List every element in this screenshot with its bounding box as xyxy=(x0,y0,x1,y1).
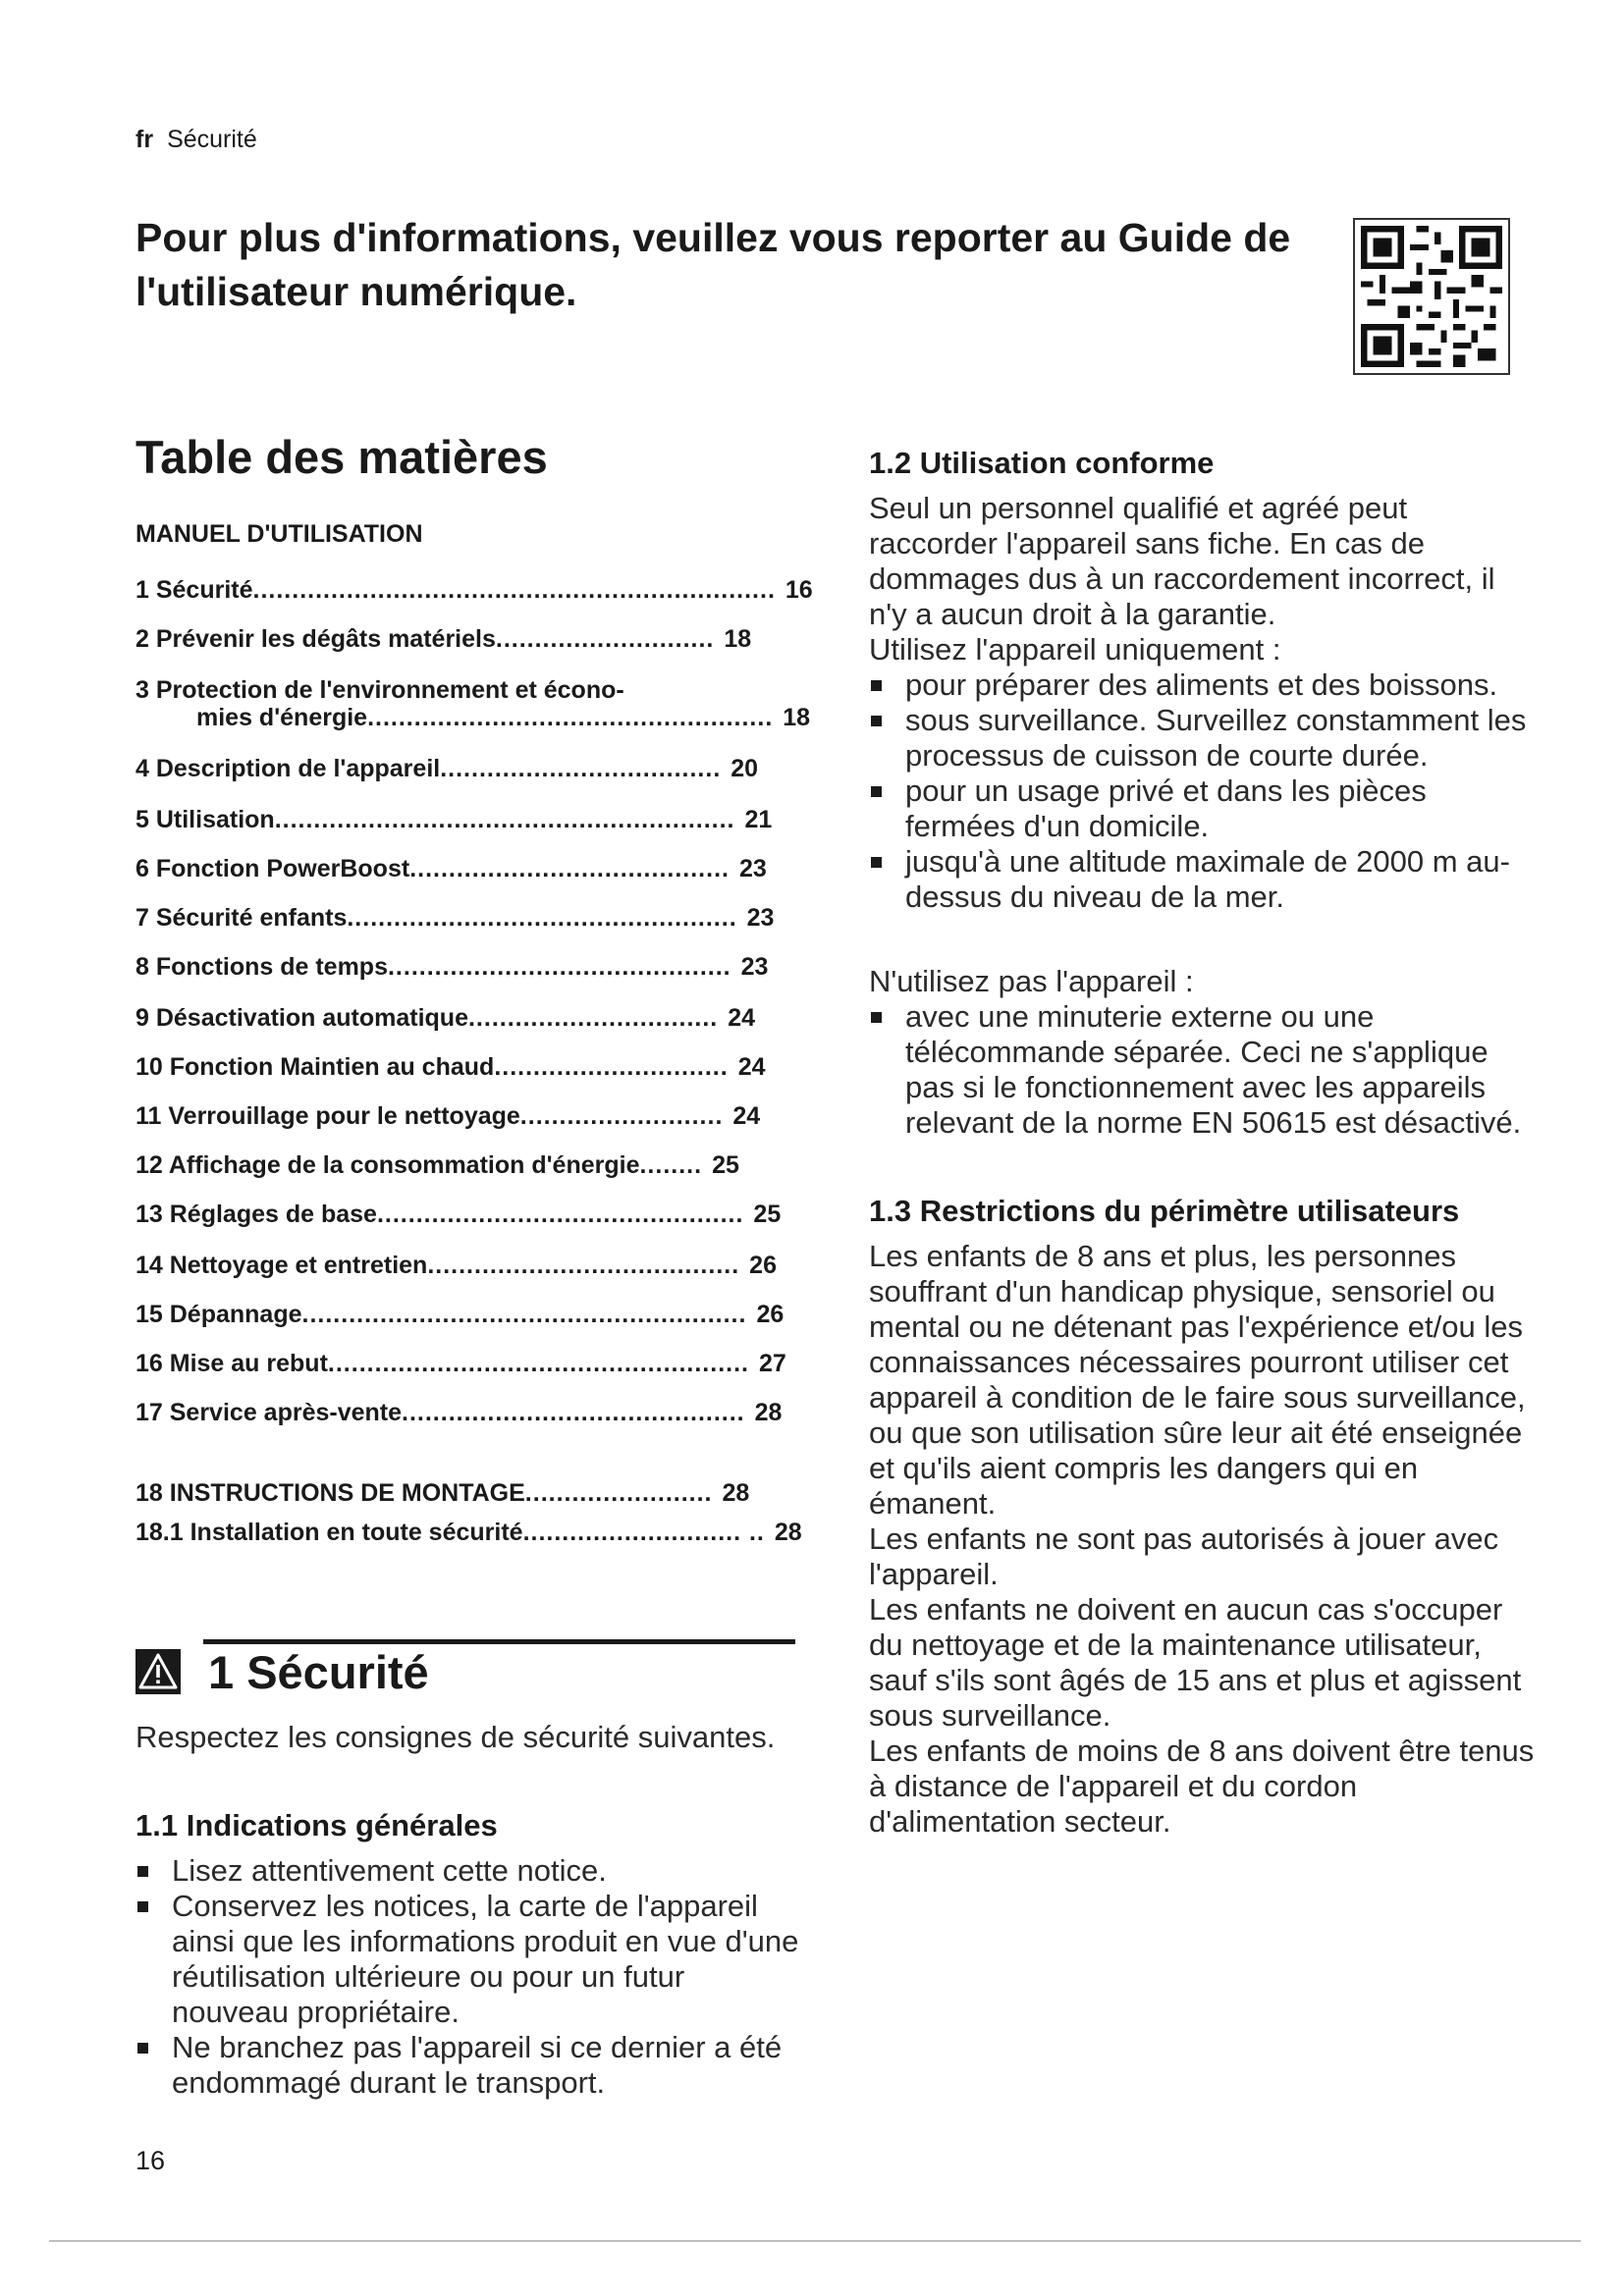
qr-code-icon xyxy=(1353,218,1510,375)
paragraph: Les enfants de 8 ans et plus, les personnes souffrant d'un handicap physique, sensoriel ou mental ou ne détenant pas l'expérience et/ou les connaissances nécessaires pourront utiliser cet appareil à condition de le faire sous surveillance, ou que son utilisation sûre leur ait été enseignée et qu'ils aient compris les dangers qui en émanent. xyxy=(869,1239,1526,1521)
header-section: Sécurité xyxy=(167,126,257,153)
toc-entry[interactable]: 2 Prévenir les dégâts matériels............................ 18 xyxy=(135,625,752,653)
warning-icon xyxy=(135,1649,181,1694)
page-header xyxy=(135,126,257,154)
toc-entry[interactable]: 15 Dépannage......................................................... 26 xyxy=(135,1301,785,1328)
bullet-icon xyxy=(871,1012,882,1023)
toc-entry[interactable]: 8 Fonctions de temps............................................ 23 xyxy=(135,953,769,981)
section-intro: Respectez les consignes de sécurité suivantes. xyxy=(135,1720,776,1754)
footer-rule xyxy=(49,2240,1581,2242)
language-code: fr xyxy=(135,126,154,153)
toc-entry[interactable]: 5 Utilisation........................................................... 21 xyxy=(135,806,773,833)
toc-entry[interactable]: 17 Service après-vente............................................ 28 xyxy=(135,1399,783,1426)
section-title: 1 Sécurité xyxy=(208,1646,429,1698)
paragraph: N'utilisez pas l'appareil : xyxy=(869,964,1194,998)
toc-entry[interactable]: 14 Nettoyage et entretien........................................ 26 xyxy=(135,1252,777,1279)
bullet-icon xyxy=(137,2043,148,2054)
section-rule xyxy=(203,1639,795,1644)
paragraph-group xyxy=(869,1239,1537,1840)
subsection-title: 1.2 Utilisation conforme xyxy=(869,446,1215,480)
toc-subtitle: MANUEL D'UTILISATION xyxy=(135,520,423,548)
digital-guide-banner: Pour plus d'informations, veuillez vous reporter au Guide de l'utilisateur numérique. xyxy=(135,215,1291,314)
subsection-title: 1.1 Indications générales xyxy=(135,1808,498,1842)
toc-entry[interactable]: 18 INSTRUCTIONS DE MONTAGE........................ 28 xyxy=(135,1479,750,1507)
subsection-title: 1.3 Restrictions du périmètre utilisateurs xyxy=(869,1194,1460,1228)
toc-entry[interactable]: 4 Description de l'appareil.................................... 20 xyxy=(135,755,759,782)
bullet-list xyxy=(869,999,1537,1141)
toc-entry[interactable]: 6 Fonction PowerBoost......................................... 23 xyxy=(135,855,767,882)
toc-entry[interactable]: 18.1 Installation en toute sécurité............................ .. 28 xyxy=(135,1519,802,1546)
toc-entry[interactable]: 10 Fonction Maintien au chaud.............................. 24 xyxy=(135,1053,766,1081)
paragraph: Les enfants ne doivent en aucun cas s'occuper du nettoyage et de la maintenance utilisateur, sauf s'ils sont âgés de 15 ans et plus et agissent sous surveillance. xyxy=(869,1592,1522,1733)
paragraph: Seul un personnel qualifié et agréé peut raccorder l'appareil sans fiche. En cas de dommages dus à un raccordement incorrect, il n'y a aucun droit à la garantie. Utilisez l'appareil uniquement : xyxy=(869,491,1495,667)
list-item: pour préparer des aliments et des boissons. xyxy=(869,667,1537,703)
toc-entry[interactable]: 3 Protection de l'environnement et écono- xyxy=(135,676,624,704)
toc-entry-continuation[interactable]: mies d'énergie.................................................... 18 xyxy=(196,704,811,731)
toc-entry[interactable]: 11 Verrouillage pour le nettoyage.......................... 24 xyxy=(135,1102,761,1130)
list-item: Conservez les notices, la carte de l'appareil ainsi que les informations produit en vue d'une réutilisation ultérieure ou pour un futur nouveau propriétaire. xyxy=(135,1889,803,2030)
bullet-icon xyxy=(871,857,882,868)
toc-entry[interactable]: 16 Mise au rebut...................................................... 27 xyxy=(135,1350,786,1377)
toc-entry[interactable]: 13 Réglages de base............................................... 25 xyxy=(135,1201,782,1228)
list-item: avec une minuterie externe ou une télécommande séparée. Ceci ne s'applique pas si le fonctionnement avec les appareils relevant de la norme EN 50615 est désactivé. xyxy=(869,999,1537,1141)
toc-title: Table des matières xyxy=(135,431,548,483)
list-item: sous surveillance. Surveillez constamment les processus de cuisson de courte durée. xyxy=(869,703,1537,774)
bullet-icon xyxy=(871,680,882,691)
bullet-icon xyxy=(137,1866,148,1877)
toc-entry[interactable]: 1 Sécurité................................................................... 16 xyxy=(135,576,813,604)
list-item: Ne branchez pas l'appareil si ce dernier a été endommagé durant le transport. xyxy=(135,2030,803,2101)
bullet-list xyxy=(869,667,1537,915)
bullet-list xyxy=(135,1853,803,2101)
list-item: Lisez attentivement cette notice. xyxy=(135,1853,803,1889)
toc-entry[interactable]: 7 Sécurité enfants.................................................. 23 xyxy=(135,904,775,932)
bullet-icon xyxy=(871,786,882,797)
bullet-icon xyxy=(871,716,882,726)
bullet-icon xyxy=(137,1901,148,1912)
page-number: 16 xyxy=(135,2146,166,2175)
toc-entry[interactable]: 9 Désactivation automatique................................ 24 xyxy=(135,1004,756,1032)
paragraph: Les enfants de moins de 8 ans doivent être tenus à distance de l'appareil et du cordon d'alimentation secteur. xyxy=(869,1734,1535,1839)
list-item: jusqu'à une altitude maximale de 2000 m au-dessus du niveau de la mer. xyxy=(869,844,1537,915)
list-item: pour un usage privé et dans les pièces fermées d'un domicile. xyxy=(869,774,1537,844)
toc-entry[interactable]: 12 Affichage de la consommation d'énergie........ 25 xyxy=(135,1151,739,1179)
paragraph: Les enfants ne sont pas autorisés à jouer avec l'appareil. xyxy=(869,1522,1499,1591)
